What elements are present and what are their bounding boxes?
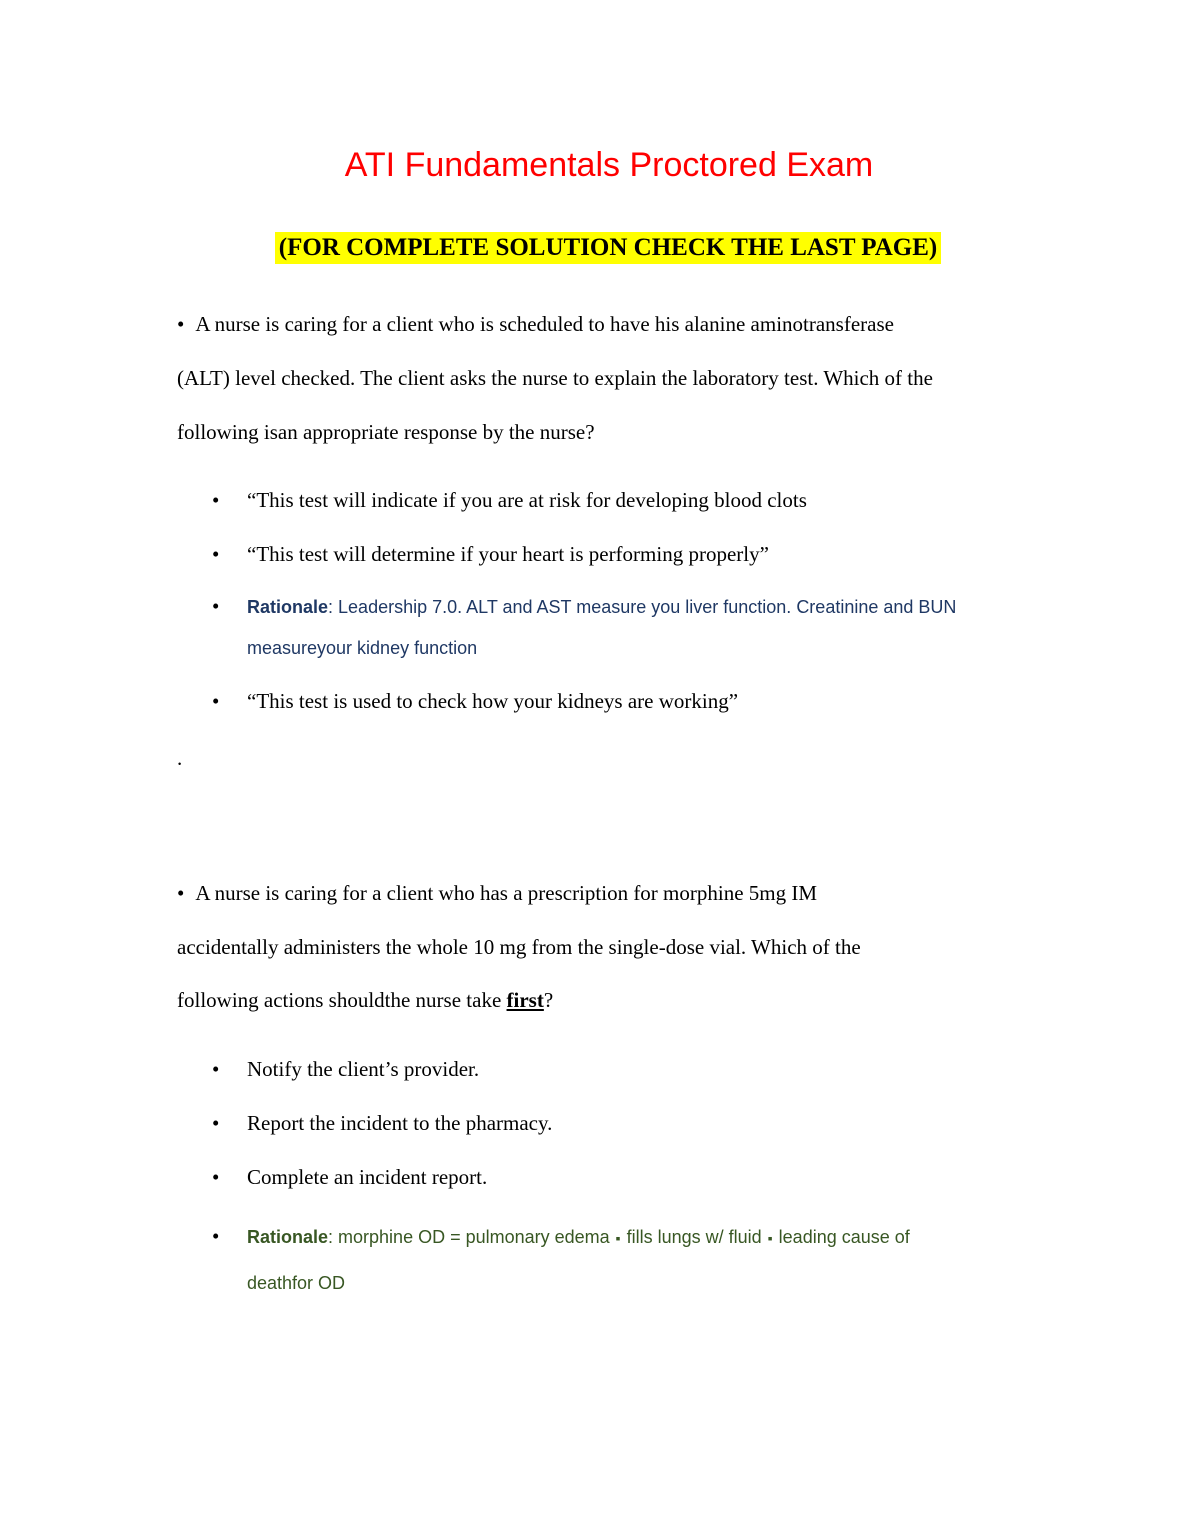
question-2-rationale-cont: deathfor OD [247,1273,346,1293]
bullet: • [177,312,185,336]
separator-period: . [177,746,183,770]
question-1-line-2: (ALT) level checked. The client asks the nurse to explain the laboratory test. Which of the [177,366,933,390]
bullet: • [212,488,220,512]
question-2-line-2: accidentally administers the whole 10 mg from the single-dose vial. Which of the [177,935,861,959]
option-text: Complete an incident report. [247,1165,488,1189]
bullet: • [212,1165,220,1189]
question-2-option-1 [212,1057,479,1082]
question-2-line-3-suffix: ? [543,988,554,1012]
bullet: • [177,881,185,905]
rationale-text: : Leadership 7.0. ALT and AST measure you liver function. Creatinine and BUN [328,597,957,617]
question-1-line-3: following isan appropriate response by the nurse? [177,420,595,444]
rationale-part-1: : morphine OD = pulmonary edema [328,1227,610,1247]
rationale-label: Rationale [247,1227,329,1247]
question-2-line-3-prefix: following actions shouldthe nurse take [177,988,507,1012]
emphasis-first: first [506,988,544,1012]
square-bullet-icon: ▪ [767,1230,773,1246]
banner-container [0,232,1190,264]
question-1-option-3 [212,689,738,714]
bullet: • [212,1111,220,1135]
option-text: “This test will indicate if you are at risk for developing blood clots [247,488,807,512]
square-bullet-icon: ▪ [615,1230,621,1246]
question-2-option-3 [212,1165,487,1190]
question-2-option-2 [212,1111,552,1136]
solution-banner: (FOR COMPLETE SOLUTION CHECK THE LAST PAGE) [275,232,941,264]
question-1-option-2 [212,542,769,567]
rationale-part-2: fills lungs w/ fluid [626,1227,762,1247]
option-text: Notify the client’s provider. [247,1057,480,1081]
question-2-line-1 [177,881,817,906]
question-1-option-1 [212,488,807,513]
bullet: • [212,689,220,713]
bullet: • [212,542,220,566]
option-text: “This test will determine if your heart is performing properly” [247,542,769,566]
question-1-rationale-cont: measureyour kidney function [247,638,478,658]
question-2-text: A nurse is caring for a client who has a prescription for morphine 5mg IM [195,881,818,905]
page-title: ATI Fundamentals Proctored Exam [344,146,874,184]
rationale-label: Rationale [247,597,329,617]
question-2-rationale [212,1224,910,1249]
bullet: • [212,594,220,618]
option-text: “This test is used to check how your kidneys are working” [247,689,739,713]
question-1-line-1 [177,312,894,337]
question-1-rationale [212,594,956,619]
rationale-part-3: leading cause of [778,1227,910,1247]
option-text: Report the incident to the pharmacy. [247,1111,553,1135]
question-1-text: A nurse is caring for a client who is scheduled to have his alanine aminotransferase [195,312,894,336]
bullet: • [212,1057,220,1081]
question-2-line-3 [177,988,553,1013]
bullet: • [212,1224,220,1248]
